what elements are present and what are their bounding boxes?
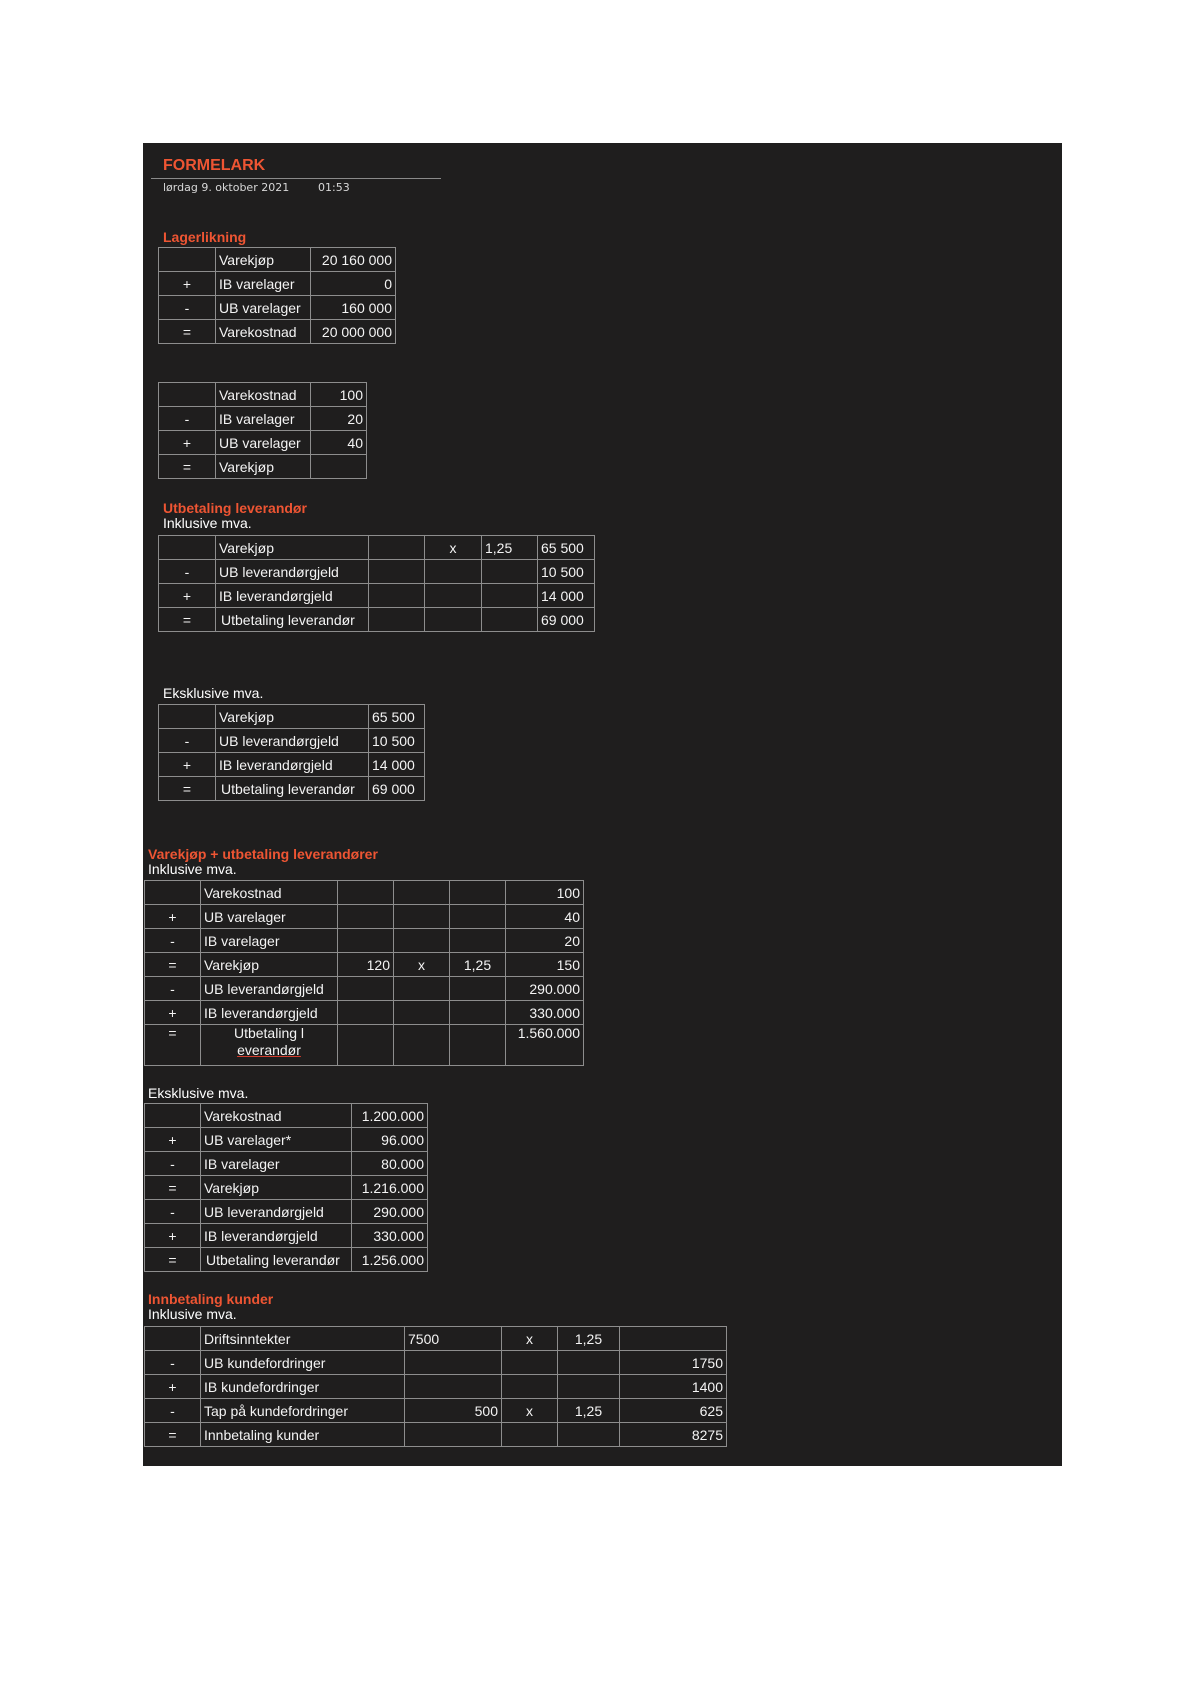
table-row: [159, 383, 367, 407]
value-cell: 69 000: [369, 777, 425, 801]
table-row: [145, 905, 584, 929]
value-cell: 10 500: [369, 729, 425, 753]
inkl-mva-label: Inklusive mva.: [148, 1306, 237, 1322]
result-cell: 20: [506, 929, 584, 953]
value-cell: 330.000: [352, 1224, 428, 1248]
innbetaling-kunder-table: [144, 1326, 727, 1447]
value-cell: [405, 1351, 502, 1375]
label-cell: UB varelager*: [201, 1128, 352, 1152]
value-cell: 0: [311, 272, 396, 296]
label-cell: IB leverandørgjeld: [216, 753, 369, 777]
label-cell: Varekostnad: [201, 881, 338, 905]
table-row: [145, 1399, 727, 1423]
table-row: [145, 1224, 428, 1248]
label-cell: IB leverandørgjeld: [201, 1224, 352, 1248]
label-cell: IB leverandørgjeld: [216, 584, 369, 608]
multiply-cell: x: [425, 536, 482, 560]
table-row: [145, 1025, 584, 1066]
value-cell: 20 160 000: [311, 248, 396, 272]
result-cell: 8275: [620, 1423, 727, 1447]
table-row: [145, 977, 584, 1001]
factor-cell: [450, 881, 506, 905]
multiply-cell: [394, 977, 450, 1001]
label-cell: Varekjøp: [201, 953, 338, 977]
operator-cell: =: [159, 320, 216, 344]
table-row: [159, 407, 367, 431]
label-cell: Varekjøp: [216, 455, 311, 479]
label-cell: UB varelager: [216, 296, 311, 320]
section-heading-innbetaling: Innbetaling kunder: [148, 1291, 274, 1307]
factor-cell: [558, 1423, 620, 1447]
factor-cell: [450, 977, 506, 1001]
label-cell: IB varelager: [216, 272, 311, 296]
multiply-cell: [425, 584, 482, 608]
multiply-cell: [394, 881, 450, 905]
value-cell: 100: [311, 383, 367, 407]
factor-cell: 1,25: [558, 1399, 620, 1423]
result-cell: 40: [506, 905, 584, 929]
table-row: [145, 1351, 727, 1375]
label-cell: IB leverandørgjeld: [201, 1001, 338, 1025]
label-line-2: everandør: [237, 1042, 301, 1058]
result-cell: 1.560.000: [506, 1025, 584, 1066]
value-cell: [369, 584, 425, 608]
operator-cell: =: [145, 1423, 201, 1447]
operator-cell: -: [145, 1399, 201, 1423]
value-cell: 1.200.000: [352, 1104, 428, 1128]
table-row: [145, 1001, 584, 1025]
operator-cell: [145, 1104, 201, 1128]
label-cell: UB leverandørgjeld: [216, 729, 369, 753]
page-title: FORMELARK: [163, 157, 266, 174]
time-text: 01:53: [318, 181, 350, 194]
result-cell: 1400: [620, 1375, 727, 1399]
value-cell: 1.216.000: [352, 1176, 428, 1200]
factor-cell: [482, 608, 538, 632]
multiply-cell: [425, 560, 482, 584]
label-line-1: Utbetaling l: [233, 1025, 305, 1041]
multiply-cell: x: [502, 1327, 558, 1351]
result-cell: 1750: [620, 1351, 727, 1375]
label-cell: UB varelager: [201, 905, 338, 929]
label-cell: Driftsinntekter: [201, 1327, 405, 1351]
value-cell: [338, 905, 394, 929]
operator-cell: +: [145, 1001, 201, 1025]
value-cell: 160 000: [311, 296, 396, 320]
section-heading-utbetaling: Utbetaling leverandør: [163, 500, 307, 516]
utbetaling-eks-table: [158, 704, 425, 801]
value-cell: [311, 455, 367, 479]
multiply-cell: [502, 1423, 558, 1447]
value-cell: [338, 929, 394, 953]
table-row: [145, 953, 584, 977]
result-cell: 290.000: [506, 977, 584, 1001]
operator-cell: [145, 1327, 201, 1351]
value-cell: 40: [311, 431, 367, 455]
result-cell: 69 000: [538, 608, 595, 632]
label-cell: Varekostnad: [201, 1104, 352, 1128]
operator-cell: -: [159, 729, 216, 753]
operator-cell: +: [145, 1128, 201, 1152]
operator-cell: -: [159, 560, 216, 584]
table-row: [145, 1176, 428, 1200]
value-cell: [338, 1001, 394, 1025]
factor-cell: 1,25: [558, 1327, 620, 1351]
operator-cell: [159, 536, 216, 560]
label-cell: UB leverandørgjeld: [216, 560, 369, 584]
operator-cell: -: [145, 1152, 201, 1176]
operator-cell: [159, 383, 216, 407]
operator-cell: -: [145, 929, 201, 953]
label-cell: UB kundefordringer: [201, 1351, 405, 1375]
label-cell: Innbetaling kunder: [201, 1423, 405, 1447]
table-row: [159, 248, 396, 272]
table-row: [159, 431, 367, 455]
operator-cell: =: [145, 953, 201, 977]
result-cell: 150: [506, 953, 584, 977]
operator-cell: =: [159, 777, 216, 801]
table-row: [159, 272, 396, 296]
result-cell: 100: [506, 881, 584, 905]
operator-cell: =: [145, 1025, 201, 1066]
operator-cell: -: [159, 407, 216, 431]
inkl-mva-label: Inklusive mva.: [163, 515, 252, 531]
operator-cell: [159, 248, 216, 272]
value-cell: 20 000 000: [311, 320, 396, 344]
value-cell: [369, 560, 425, 584]
table-row: [159, 455, 367, 479]
table-row: [145, 1128, 428, 1152]
multiply-cell: [502, 1351, 558, 1375]
title-rule: [151, 178, 441, 179]
result-cell: [620, 1327, 727, 1351]
table-row: [159, 320, 396, 344]
multiply-cell: [502, 1375, 558, 1399]
table-row: [145, 1375, 727, 1399]
value-cell: [405, 1423, 502, 1447]
label-cell: Utbetaling leverandør: [201, 1248, 352, 1272]
utbetaling-inkl-table: [158, 535, 595, 632]
table-row: [159, 584, 595, 608]
label-cell: Utbetaling leverandør: [216, 608, 369, 632]
date-text: lørdag 9. oktober 2021: [163, 181, 290, 194]
table-row: [159, 729, 425, 753]
value-cell: 500: [405, 1399, 502, 1423]
operator-cell: -: [145, 977, 201, 1001]
varekjop-utbetaling-inkl-table: [144, 880, 584, 1066]
table-row: [145, 1200, 428, 1224]
value-cell: 14 000: [369, 753, 425, 777]
operator-cell: +: [159, 431, 216, 455]
table-row: [159, 777, 425, 801]
lagerlikning-table-1: [158, 247, 396, 344]
multiply-cell: [394, 1025, 450, 1066]
table-row: [159, 753, 425, 777]
operator-cell: +: [145, 1224, 201, 1248]
factor-cell: [450, 1025, 506, 1066]
formula-sheet: [143, 143, 1062, 1466]
lagerlikning-table-2: [158, 382, 367, 479]
operator-cell: +: [159, 584, 216, 608]
value-cell: [338, 1025, 394, 1066]
value-cell: 290.000: [352, 1200, 428, 1224]
label-cell: Varekjøp: [216, 536, 369, 560]
table-row: [145, 881, 584, 905]
operator-cell: =: [145, 1176, 201, 1200]
factor-cell: [482, 560, 538, 584]
operator-cell: [159, 705, 216, 729]
label-cell: Varekjøp: [201, 1176, 352, 1200]
label-cell: IB varelager: [201, 929, 338, 953]
label-cell: UB leverandørgjeld: [201, 1200, 352, 1224]
factor-cell: 1,25: [450, 953, 506, 977]
section-heading-lagerlikning: Lagerlikning: [163, 229, 247, 245]
value-cell: 65 500: [369, 705, 425, 729]
operator-cell: =: [159, 608, 216, 632]
value-cell: [369, 536, 425, 560]
table-row: [159, 296, 396, 320]
table-row: [145, 1248, 428, 1272]
value-cell: [405, 1375, 502, 1399]
result-cell: 625: [620, 1399, 727, 1423]
table-row: [159, 705, 425, 729]
operator-cell: +: [145, 905, 201, 929]
operator-cell: -: [145, 1200, 201, 1224]
operator-cell: +: [159, 753, 216, 777]
result-cell: 330.000: [506, 1001, 584, 1025]
operator-cell: -: [159, 296, 216, 320]
label-cell: UB varelager: [216, 431, 311, 455]
label-cell: Varekjøp: [216, 248, 311, 272]
value-cell: [338, 881, 394, 905]
table-row: [145, 1152, 428, 1176]
label-cell: IB varelager: [201, 1152, 352, 1176]
section-heading-varekjop-utbetaling: Varekjøp + utbetaling leverandører: [148, 846, 378, 862]
label-cell: Varekostnad: [216, 383, 311, 407]
label-cell: Varekjøp: [216, 705, 369, 729]
table-row: [145, 1104, 428, 1128]
value-cell: [369, 608, 425, 632]
table-row: [145, 929, 584, 953]
operator-cell: =: [159, 455, 216, 479]
label-cell: Utbetaling leverandør: [216, 777, 369, 801]
multiply-cell: [394, 929, 450, 953]
value-cell: 20: [311, 407, 367, 431]
value-cell: [338, 977, 394, 1001]
operator-cell: =: [145, 1248, 201, 1272]
operator-cell: -: [145, 1351, 201, 1375]
value-cell: 1.256.000: [352, 1248, 428, 1272]
operator-cell: +: [145, 1375, 201, 1399]
table-row: [145, 1423, 727, 1447]
label-cell: UB leverandørgjeld: [201, 977, 338, 1001]
operator-cell: +: [159, 272, 216, 296]
label-cell: IB varelager: [216, 407, 311, 431]
multiply-cell: [394, 1001, 450, 1025]
multiply-cell: [425, 608, 482, 632]
factor-cell: [450, 1001, 506, 1025]
factor-cell: [558, 1375, 620, 1399]
factor-cell: [450, 905, 506, 929]
table-row: [159, 536, 595, 560]
result-cell: 14 000: [538, 584, 595, 608]
table-row: [159, 608, 595, 632]
operator-cell: [145, 881, 201, 905]
multiply-cell: x: [502, 1399, 558, 1423]
label-cell: Tap på kundefordringer: [201, 1399, 405, 1423]
eks-mva-label: Eksklusive mva.: [148, 1085, 249, 1101]
value-cell: 96.000: [352, 1128, 428, 1152]
result-cell: 65 500: [538, 536, 595, 560]
eks-mva-label: Eksklusive mva.: [163, 685, 264, 701]
label-cell: Varekostnad: [216, 320, 311, 344]
varekjop-utbetaling-eks-table: [144, 1103, 428, 1272]
table-row: [145, 1327, 727, 1351]
factor-cell: [482, 584, 538, 608]
value-cell: 7500: [405, 1327, 502, 1351]
label-cell: [201, 1025, 338, 1066]
value-cell: 120: [338, 953, 394, 977]
inkl-mva-label: Inklusive mva.: [148, 861, 237, 877]
factor-cell: [450, 929, 506, 953]
label-cell: IB kundefordringer: [201, 1375, 405, 1399]
factor-cell: 1,25: [482, 536, 538, 560]
result-cell: 10 500: [538, 560, 595, 584]
value-cell: 80.000: [352, 1152, 428, 1176]
multiply-cell: x: [394, 953, 450, 977]
multiply-cell: [394, 905, 450, 929]
factor-cell: [558, 1351, 620, 1375]
table-row: [159, 560, 595, 584]
